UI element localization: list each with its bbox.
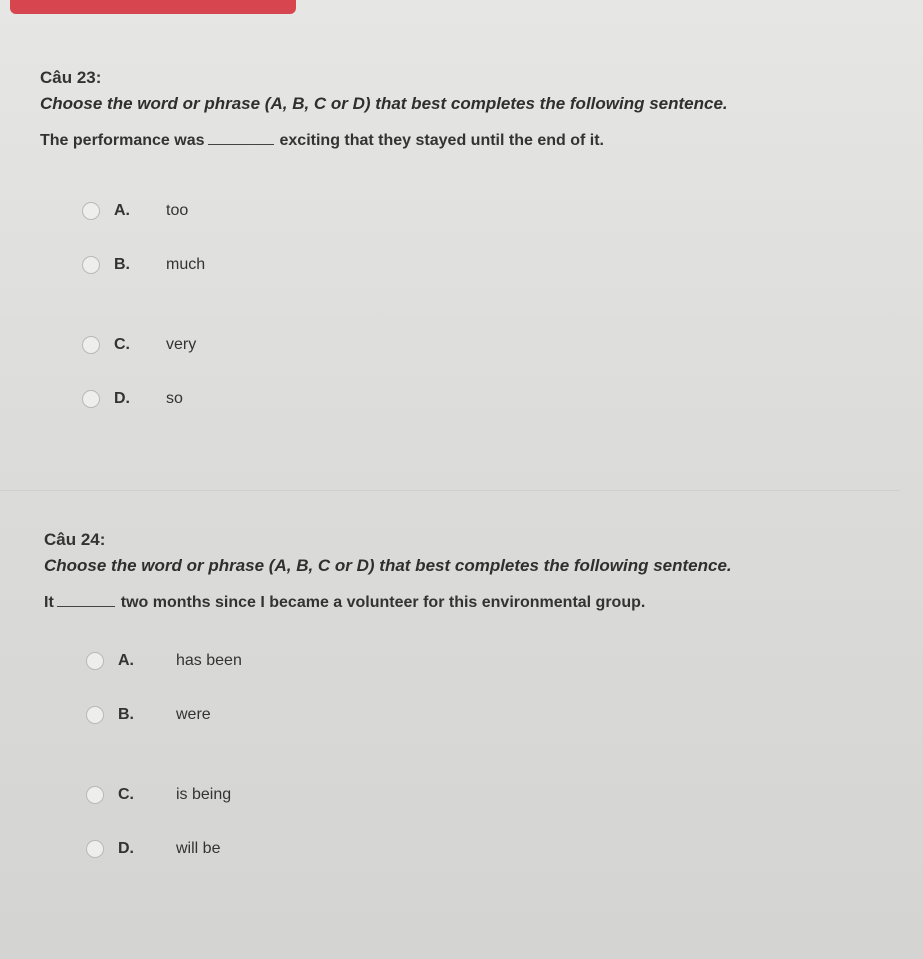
option-letter: C. [114, 336, 130, 353]
radio-button[interactable] [86, 706, 104, 724]
option-d[interactable] [86, 836, 894, 862]
sentence-before: The performance was [40, 132, 205, 149]
option-text: will be [176, 840, 221, 857]
question-23 [40, 68, 890, 412]
radio-button[interactable] [82, 336, 100, 354]
radio-button[interactable] [82, 256, 100, 274]
option-text: much [166, 256, 206, 273]
question-sentence [44, 592, 894, 612]
option-a[interactable] [82, 198, 890, 224]
option-letter: C. [118, 786, 134, 803]
top-tab[interactable] [10, 0, 296, 14]
answer-blank [208, 130, 274, 145]
question-number: Câu 23: [40, 68, 102, 87]
option-letter: B. [118, 706, 134, 723]
answer-blank [57, 592, 115, 607]
question-sentence [40, 130, 890, 150]
answer-options [82, 198, 890, 412]
question-number: Câu 24: [44, 530, 106, 549]
question-divider [0, 490, 900, 491]
radio-button[interactable] [82, 390, 100, 408]
option-letter: B. [114, 256, 130, 273]
option-text: so [166, 390, 183, 407]
option-c[interactable] [86, 782, 894, 808]
option-b[interactable] [86, 702, 894, 728]
radio-button[interactable] [86, 786, 104, 804]
option-text: very [166, 336, 197, 353]
radio-button[interactable] [82, 202, 100, 220]
question-instruction: Choose the word or phrase (A, B, C or D) that best completes the following sentence. [40, 94, 728, 113]
option-d[interactable] [82, 386, 890, 412]
option-text: too [166, 202, 189, 219]
radio-button[interactable] [86, 840, 104, 858]
answer-options [86, 648, 894, 862]
question-instruction: Choose the word or phrase (A, B, C or D) that best completes the following sentence. [44, 556, 732, 575]
question-24 [44, 530, 894, 862]
option-letter: A. [114, 202, 130, 219]
option-text: were [176, 706, 211, 723]
option-c[interactable] [82, 332, 890, 358]
option-text: has been [176, 652, 242, 669]
sentence-after: two months since I became a volunteer for this environmental group. [120, 594, 646, 611]
option-text: is being [176, 786, 232, 803]
option-letter: D. [114, 390, 130, 407]
sentence-after: exciting that they stayed until the end of it. [279, 132, 604, 149]
option-b[interactable] [82, 252, 890, 278]
option-a[interactable] [86, 648, 894, 674]
option-letter: D. [118, 840, 134, 857]
option-letter: A. [118, 652, 134, 669]
sentence-before: It [44, 594, 54, 611]
radio-button[interactable] [86, 652, 104, 670]
